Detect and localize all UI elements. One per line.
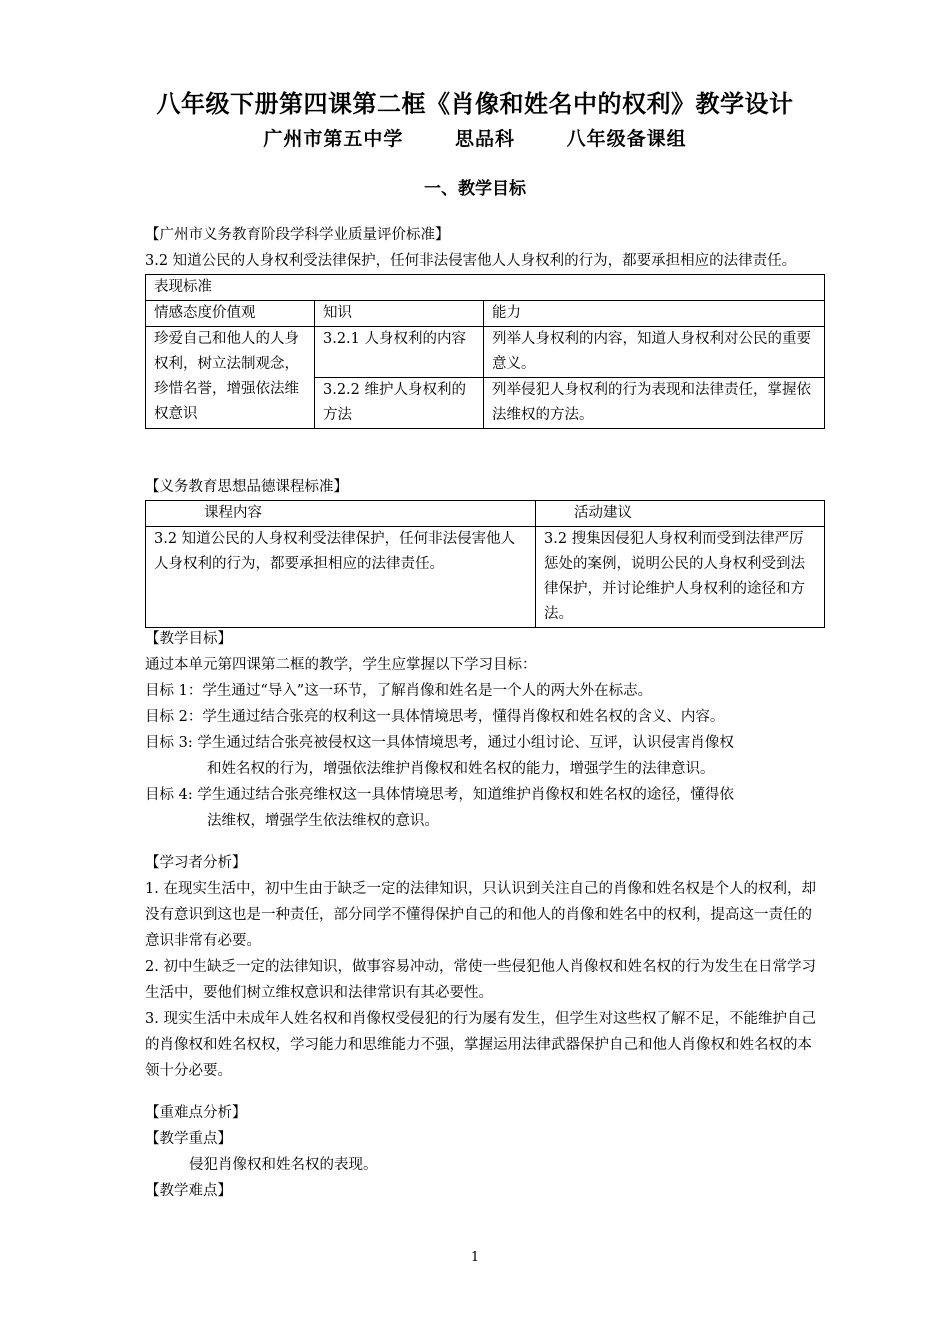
table-cell: 列举人身权利的内容，知道人身权利对公民的重要意义。 (484, 327, 825, 378)
section-heading: 一、教学目标 (424, 179, 526, 199)
school-name: 广州市第五中学 (263, 128, 404, 150)
learner-analysis-block (145, 850, 817, 1084)
table-cell: 列举侵犯人身权利的行为表现和法律责任，掌握依法维权的方法。 (484, 378, 825, 429)
document-title: 八年级下册第四课第二框《肖像和姓名中的权利》教学设计 (156, 89, 794, 118)
table-cell: 3.2 知道公民的人身权利受法律保护，任何非法侵害他人人身权利的行为，都要承担相应的法律责任。 (146, 527, 536, 628)
page-number: 1 (470, 1250, 480, 1265)
difficulty-label: 【教学难点】 (145, 1183, 232, 1199)
document-subtitle (0, 124, 950, 151)
goal-item: 目标 2：学生通过结合张亮的权利这一具体情境思考，懂得肖像权和姓名权的含义、内容。 (145, 709, 725, 725)
analysis-item: 3. 现实生活中未成年人姓名权和肖像权受侵犯的行为屡有发生，但学生对这些权了解不足，不能维护自己的肖像权和姓名权权，学习能力和思维能力不强，掌握运用法律武器保护自己和他人肖像权和姓名权的本领十分必要。 (145, 1011, 816, 1079)
gz-standard-text: 3.2 知道公民的人身权利受法律保护，任何非法侵害他人人身权利的行为，都要承担相应的法律责任。 (145, 253, 797, 269)
learner-analysis-label: 【学习者分析】 (145, 855, 247, 871)
teaching-goals-intro: 通过本单元第四课第二框的教学，学生应掌握以下学习目标： (145, 657, 537, 673)
column-header: 能力 (484, 301, 825, 327)
key-points-label: 【重难点分析】 (145, 1105, 247, 1121)
table-cell: 3.2.2 维护人身权利的方法 (315, 378, 484, 429)
teaching-goals-label: 【教学目标】 (145, 631, 232, 647)
gz-standard-block (145, 222, 817, 429)
gz-standard-label: 【广州市义务教育阶段学科学业质量评价标准】 (145, 227, 450, 243)
focus-text: 侵犯肖像权和姓名权的表现。 (189, 1157, 378, 1173)
curriculum-table (145, 500, 825, 628)
goal-item-continued: 和姓名权的行为，增强依法维护肖像权和姓名权的能力，增强学生的法律意识。 (207, 761, 715, 777)
table-cell: 3.2.1 人身权利的内容 (315, 327, 484, 378)
goal-item: 目标 3: 学生通过结合张亮被侵权这一具体情境思考，通过小组讨论、互评，认识侵害肖像权 (145, 735, 734, 751)
group-name: 八年级备课组 (566, 128, 687, 150)
column-header: 活动建议 (536, 501, 825, 527)
table-cell: 珍爱自己和他人的人身权利，树立法制观念，珍惜名誉，增强依法维权意识 (146, 327, 315, 429)
performance-table-header: 表现标准 (146, 275, 825, 301)
curriculum-standard-label: 【义务教育思想品德课程标准】 (145, 479, 348, 495)
goal-item-continued: 法维权，增强学生依法维权的意识。 (207, 813, 439, 829)
analysis-item: 2. 初中生缺乏一定的法律知识，做事容易冲动，常使一些侵犯他人肖像权和姓名权的行为发生在日常学习生活中，要他们树立维权意识和法律常识有其必要性。 (145, 959, 816, 1001)
column-header: 课程内容 (146, 501, 536, 527)
subject-name: 思品科 (454, 128, 515, 150)
teaching-goals-block (145, 626, 817, 834)
goal-item: 目标 1：学生通过“导入”这一环节，了解肖像和姓名是一个人的两大外在标志。 (145, 683, 653, 699)
key-points-block (145, 1100, 817, 1204)
curriculum-standard-block (145, 474, 817, 628)
analysis-item: 1. 在现实生活中，初中生由于缺乏一定的法律知识，只认识到关注自己的肖像和姓名权是个人的权利，却没有意识到这也是一种责任，部分同学不懂得保护自己的和他人的肖像和姓名中的权利，提高这一责任的意识非常有必要。 (145, 881, 816, 949)
performance-table (145, 274, 825, 429)
column-header: 情感态度价值观 (146, 301, 315, 327)
goal-item: 目标 4: 学生通过结合张亮维权这一具体情境思考，知道维护肖像权和姓名权的途径，懂得依 (145, 787, 734, 803)
table-cell: 3.2 搜集因侵犯人身权利而受到法律严厉惩处的案例，说明公民的人身权利受到法律保护，并讨论维护人身权利的途径和方法。 (536, 527, 825, 628)
focus-label: 【教学重点】 (145, 1131, 232, 1147)
column-header: 知识 (315, 301, 484, 327)
